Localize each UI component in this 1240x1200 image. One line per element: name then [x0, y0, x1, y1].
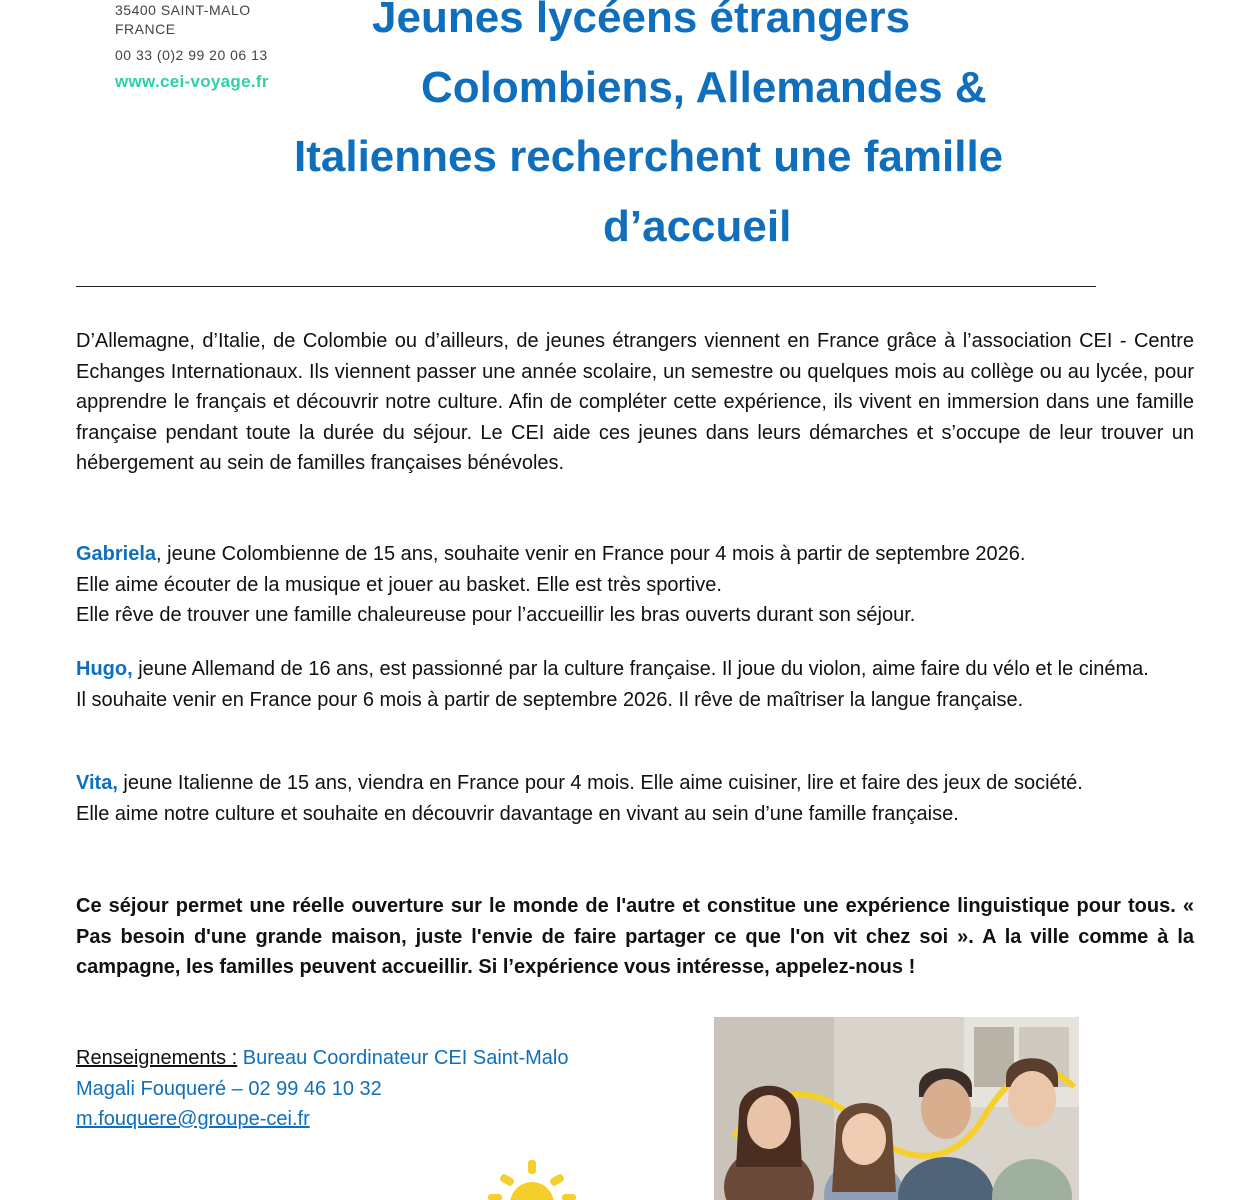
title-line-1: Jeunes lycéens étrangers	[372, 0, 911, 42]
student-vita-line-1: Vita, jeune Italienne de 15 ans, viendra en France pour 4 mois. Elle aime cuisiner, lire et faire des jeux de société.	[76, 772, 1083, 794]
student-name-gabriela: Gabriela	[76, 543, 157, 565]
title-line-3: Italiennes recherchent une famille	[294, 132, 1004, 181]
website-link[interactable]: www.cei-voyage.fr	[115, 72, 269, 91]
contact-person: Magali Fouqueré – 02 99 46 10 32	[76, 1078, 382, 1100]
contact-office: Bureau Coordinateur CEI Saint-Malo	[237, 1047, 569, 1069]
student-gabriela-line-3: Elle rêve de trouver une famille chaleureuse pour l’accueillir les bras ouverts durant son séjour.	[76, 604, 916, 626]
student-hugo-line-2: Il souhaite venir en France pour 6 mois à partir de septembre 2026. Il rêve de maîtriser la langue française.	[76, 688, 1024, 711]
student-hugo-line-1: Hugo, jeune Allemand de 16 ans, est passionné par la culture française. Il joue du violon, aime faire du vélo et le cinéma.	[76, 658, 1149, 680]
student-gabriela-line-2: Elle aime écouter de la musique et jouer au basket. Elle est très sportive.	[76, 573, 722, 596]
student-gabriela	[76, 539, 1194, 631]
closing-paragraph: Ce séjour permet une réelle ouverture sur le monde de l'autre et constitue une expérience linguistique pour tous. « Pas besoin d'une grande maison, juste l'envie de faire partager ce que l'on vit chez soi ». A la ville comme à la campagne, les familles peuvent accueillir. Si l’expérience vous intéresse, appelez-nous !	[76, 895, 1194, 978]
student-name-hugo: Hugo,	[76, 658, 133, 680]
contact-label: Renseignements :	[76, 1047, 238, 1069]
title-line-4: d’accueil	[603, 202, 792, 251]
address-city: 35400 SAINT-MALO	[115, 2, 251, 18]
student-vita	[76, 768, 1194, 829]
student-name-vita: Vita,	[76, 772, 118, 794]
family-photo	[714, 1017, 1079, 1200]
address-country: FRANCE	[115, 21, 176, 37]
intro-paragraph: D’Allemagne, d’Italie, de Colombie ou d’ailleurs, de jeunes étrangers viennent en France grâce à l’association CEI - Centre Echanges Internationaux. Ils viennent passer une année scolaire, un semestre ou quelques mois au collège ou au lycée, pour apprendre le français et découvrir notre culture. Afin de compléter cette expérience, ils vivent en immersion dans une famille française pendant toute la durée du séjour. Le CEI aide ces jeunes dans leurs démarches et s’occupe de leur trouver un hébergement au sein de familles françaises bénévoles.	[76, 330, 1194, 474]
contact-email-link[interactable]: m.fouquere@groupe-cei.fr	[76, 1108, 310, 1130]
sun-icon	[486, 1158, 578, 1200]
student-gabriela-line-1: Gabriela, jeune Colombienne de 15 ans, souhaite venir en France pour 4 mois à partir de septembre 2026.	[76, 543, 1026, 565]
title-line-2: Colombiens, Allemandes &	[421, 63, 987, 112]
horizontal-divider	[76, 286, 1096, 287]
student-hugo	[76, 654, 1194, 715]
contact-office-line	[76, 1043, 568, 1074]
phone-number: 00 33 (0)2 99 20 06 13	[115, 47, 268, 63]
student-vita-line-2: Elle aime notre culture et souhaite en découvrir davantage en vivant au sein d’une famille française.	[76, 802, 959, 825]
